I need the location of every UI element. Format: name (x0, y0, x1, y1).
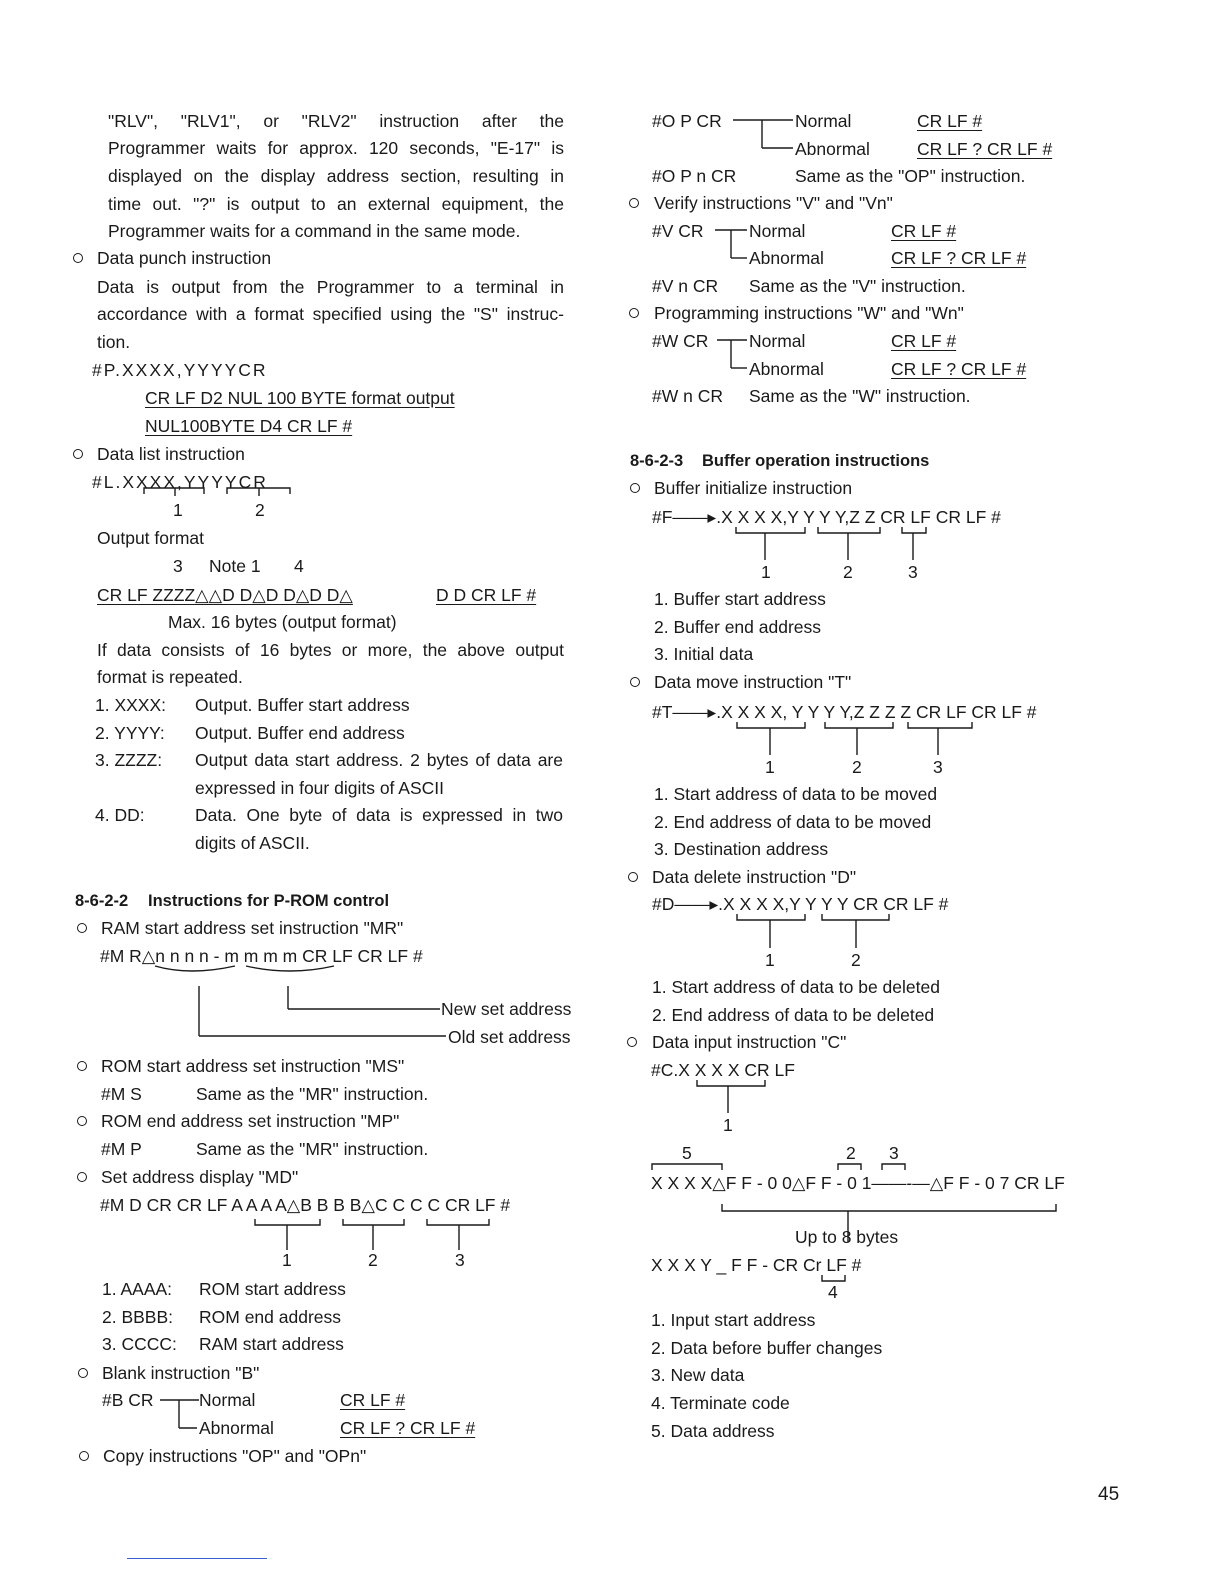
mr-address-brackets (155, 966, 446, 1036)
init-item: 1. Buffer start address (654, 589, 826, 609)
page-number: 45 (1098, 1484, 1120, 1505)
intro-line-5: Programmer waits for a command in the same mode. (108, 221, 521, 241)
mr-command: #M R△n n n n - m m m m CR LF CR LF # (100, 946, 423, 966)
list-item-value: Output. Buffer start address (195, 695, 410, 715)
punch-output-2: NUL100BYTE D4 CR LF # (145, 416, 353, 436)
blank-abnormal-label: Abnormal (199, 1418, 274, 1438)
bullet-icon (630, 677, 640, 687)
verify-command: #V CR (652, 221, 704, 241)
list-item-value: Data. One byte of data is expressed in two (195, 805, 563, 825)
delete-ref-2: 2 (851, 950, 861, 970)
move-ref-1: 1 (765, 757, 775, 777)
blank-branch (160, 1400, 199, 1428)
init-ref-1: 1 (761, 562, 771, 582)
write-command: #W CR (652, 331, 709, 351)
section-heading: Buffer operation instructions (702, 452, 930, 470)
list-item-value: digits of ASCII. (195, 833, 310, 853)
punch-desc-3: tion. (97, 332, 131, 352)
md-item-key: 2. BBBB: (102, 1307, 174, 1327)
blank-title: Blank instruction "B" (102, 1363, 260, 1383)
bullet-icon (630, 483, 640, 493)
write-title: Programming instructions "W" and "Wn" (654, 303, 964, 323)
mr-title: RAM start address set instruction "MR" (101, 918, 404, 938)
bullet-icon (73, 449, 83, 459)
bullet-icon (629, 308, 639, 318)
input-item: 2. Data before buffer changes (651, 1338, 883, 1358)
write-normal-response: CR LF # (891, 331, 957, 351)
format-ref-4: 4 (294, 556, 304, 576)
mp-title: ROM end address set instruction "MP" (101, 1111, 400, 1131)
write-n-command: #W n CR (652, 386, 723, 406)
opn-command: #O P n CR (652, 166, 737, 186)
delete-address-brackets (737, 914, 889, 948)
ms-title: ROM start address set instruction "MS" (101, 1056, 405, 1076)
bullet-icon (629, 198, 639, 208)
input-title: Data input instruction "C" (652, 1032, 847, 1052)
move-item: 1. Start address of data to be moved (654, 784, 938, 804)
verify-branch (715, 230, 747, 258)
list-item-value: Output. Buffer end address (195, 723, 405, 743)
verify-abnormal-label: Abnormal (749, 248, 824, 268)
bullet-icon (77, 1172, 87, 1182)
mp-command: #M P (101, 1139, 142, 1159)
move-title: Data move instruction "T" (654, 672, 852, 692)
list-item-value: expressed in four digits of ASCII (195, 778, 445, 798)
intro-line-2: Programmer waits for approx. 120 seconds, "E-17" is (108, 138, 564, 158)
verify-title: Verify instructions "V" and "Vn" (654, 193, 893, 213)
write-n-desc: Same as the "W" instruction. (749, 386, 971, 406)
blank-normal-response: CR LF # (340, 1390, 406, 1410)
bullet-icon (78, 1368, 88, 1378)
list-item-key: 2. YYYY: (95, 723, 165, 743)
move-ref-3: 3 (933, 757, 943, 777)
input-ref-2: 2 (846, 1143, 856, 1163)
write-abnormal-label: Abnormal (749, 359, 824, 379)
md-ref-3: 3 (455, 1250, 465, 1270)
intro-line-4: time out. "?" is output to an external equipment, the (108, 194, 564, 214)
list-ref-1: 1 (173, 500, 183, 520)
input-ref-1: 1 (723, 1115, 733, 1135)
list-item-value: Output data start address. 2 bytes of data are (195, 750, 563, 770)
input-command: #C.X X X X CR LF (651, 1060, 795, 1080)
punch-command: #P.XXXX,YYYYCR (92, 360, 268, 380)
punch-desc-2: accordance with a format specified using the "S" instruc- (97, 304, 564, 324)
input-ref-3: 3 (889, 1143, 899, 1163)
input-item: 3. New data (651, 1365, 745, 1385)
input-item: 5. Data address (651, 1421, 775, 1441)
new-address-label: New set address (441, 999, 572, 1019)
punch-desc-1: Data is output from the Programmer to a terminal in (97, 277, 564, 297)
op-abnormal-label: Abnormal (795, 139, 870, 159)
bullet-icon (73, 253, 83, 263)
intro-line-3: displayed on the display address section, resulting in (108, 166, 564, 186)
write-branch (717, 340, 747, 368)
init-ref-3: 3 (908, 562, 918, 582)
md-item-key: 1. AAAA: (102, 1279, 173, 1299)
input-ref-5: 5 (682, 1143, 692, 1163)
section-number: 8-6-2-3 (630, 452, 684, 470)
md-item-value: ROM end address (199, 1307, 342, 1327)
write-normal-label: Normal (749, 331, 806, 351)
move-ref-2: 2 (852, 757, 862, 777)
move-address-brackets (737, 722, 972, 755)
md-item-key: 3. CCCC: (102, 1334, 177, 1354)
punch-title: Data punch instruction (97, 248, 272, 268)
format-max: Max. 16 bytes (output format) (168, 612, 397, 632)
bullet-icon (77, 1116, 87, 1126)
init-ref-2: 2 (843, 562, 853, 582)
md-address-brackets (255, 1219, 489, 1250)
blank-normal-label: Normal (199, 1390, 256, 1410)
output-format-label: Output format (97, 528, 204, 548)
up-to-label: Up to 8 bytes (795, 1227, 899, 1247)
list-item-key: 1. XXXX: (95, 695, 167, 715)
delete-command: #D——▸.X X X X,Y Y Y Y CR CR LF # (652, 894, 949, 914)
format-ref-3: 3 (173, 556, 183, 576)
input-item: 4. Terminate code (651, 1393, 790, 1413)
intro-line-1: "RLV", "RLV1", or "RLV2" instruction after the (108, 111, 564, 131)
verify-n-command: #V n CR (652, 276, 719, 296)
move-command: #T——▸.X X X X, Y Y Y Y,Z Z Z Z CR LF CR LF # (652, 702, 1037, 722)
bullet-icon (77, 1061, 87, 1071)
init-item: 3. Initial data (654, 644, 754, 664)
md-command: #M D CR CR LF A A A A△B B B B△C C C C CR LF # (100, 1195, 511, 1215)
op-branch (733, 120, 793, 148)
input-ref-4: 4 (828, 1282, 838, 1302)
list-item-key: 3. ZZZZ: (95, 750, 163, 770)
delete-title: Data delete instruction "D" (652, 867, 857, 887)
op-title: Copy instructions "OP" and "OPn" (103, 1446, 367, 1466)
md-ref-1: 1 (282, 1250, 292, 1270)
input-data-line: X X X X△F F - 0 0△F F - 0 1——-—△F F - 0 7 CR LF (651, 1173, 1065, 1193)
list-ref-2: 2 (255, 500, 265, 520)
input-end-line: X X X Y _ F F - CR Cr LF # (651, 1255, 862, 1275)
init-command: #F——▸.X X X X,Y Y Y Y,Z Z CR LF CR LF # (652, 507, 1001, 527)
delete-ref-1: 1 (765, 950, 775, 970)
write-abnormal-response: CR LF ? CR LF # (891, 359, 1027, 379)
verify-normal-label: Normal (749, 221, 806, 241)
bullet-icon (79, 1451, 89, 1461)
delete-item: 2. End address of data to be deleted (652, 1005, 935, 1025)
op-normal-response: CR LF # (917, 111, 983, 131)
op-abnormal-response: CR LF ? CR LF # (917, 139, 1053, 159)
bullet-icon (628, 872, 638, 882)
list-title: Data list instruction (97, 444, 245, 464)
md-title: Set address display "MD" (101, 1167, 299, 1187)
list-desc-1: If data consists of 16 bytes or more, the above output (97, 640, 564, 660)
punch-output-1: CR LF D2 NUL 100 BYTE format output (145, 388, 455, 408)
move-item: 2. End address of data to be moved (654, 812, 932, 832)
md-ref-2: 2 (368, 1250, 378, 1270)
blank-command: #B CR (102, 1390, 154, 1410)
format-note: Note 1 (209, 556, 261, 576)
format-line: CR LF ZZZZ△△D D△D D△D D△ (97, 585, 353, 605)
delete-item: 1. Start address of data to be deleted (652, 977, 940, 997)
verify-abnormal-response: CR LF ? CR LF # (891, 248, 1027, 268)
format-tail: D D CR LF # (436, 585, 537, 605)
md-item-value: ROM start address (199, 1279, 346, 1299)
list-command: #L.XXXX,YYYYCR (92, 472, 268, 492)
old-address-label: Old set address (448, 1027, 571, 1047)
ms-command: #M S (101, 1084, 142, 1104)
list-desc-2: format is repeated. (97, 667, 243, 687)
op-normal-label: Normal (795, 111, 852, 131)
init-title: Buffer initialize instruction (654, 478, 853, 498)
ms-desc: Same as the "MR" instruction. (196, 1084, 429, 1104)
op-command: #O P CR (652, 111, 722, 131)
section-number: 8-6-2-2 (75, 892, 129, 910)
md-item-value: RAM start address (199, 1334, 344, 1354)
input-item: 1. Input start address (651, 1310, 816, 1330)
footnote-divider (127, 1558, 267, 1559)
verify-normal-response: CR LF # (891, 221, 957, 241)
blank-abnormal-response: CR LF ? CR LF # (340, 1418, 476, 1438)
move-item: 3. Destination address (654, 839, 829, 859)
bullet-icon (627, 1037, 637, 1047)
init-address-brackets (736, 527, 926, 560)
init-item: 2. Buffer end address (654, 617, 822, 637)
verify-n-desc: Same as the "V" instruction. (749, 276, 966, 296)
bullet-icon (77, 923, 87, 933)
opn-desc: Same as the "OP" instruction. (795, 166, 1026, 186)
list-item-key: 4. DD: (95, 805, 145, 825)
mp-desc: Same as the "MR" instruction. (196, 1139, 429, 1159)
section-heading: Instructions for P-ROM control (148, 892, 390, 910)
